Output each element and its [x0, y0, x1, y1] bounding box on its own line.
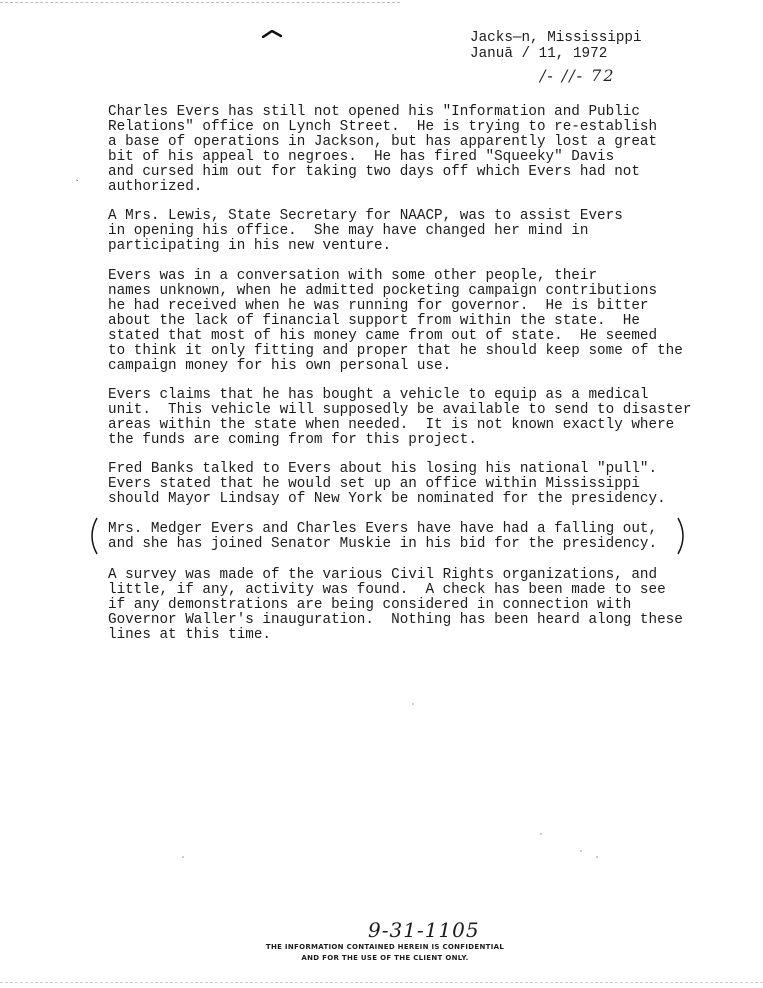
paragraph-5: Fred Banks talked to Evers about his losing his national "pull". Evers stated that he would set up an office within Mississippi should Mayor Lindsay of New York be nominated for the presidency. [108, 461, 666, 507]
header-date: Januā / 11, 1972 [470, 46, 608, 62]
handwritten-left-bracket [85, 516, 99, 556]
margin-tick-mark: ` [74, 180, 81, 191]
scan-speck [412, 703, 414, 705]
scan-speck [540, 833, 542, 835]
confidential-footer: THE INFORMATION CONTAINED HEREIN IS CONFIDENTIAL AND FOR THE USE OF THE CLIENT ONLY. [265, 943, 505, 962]
scan-speck [596, 856, 598, 858]
handwritten-check-mark [262, 30, 282, 38]
paragraph-4: Evers claims that he has bought a vehicle to equip as a medical unit. This vehicle will supposedly be available to send to disaster areas within the state when needed. It is not known exactly where the funds are coming from for this project. [108, 387, 692, 448]
header-place: Jacks—n, Mississippi [470, 30, 642, 46]
handwritten-right-bracket [676, 516, 690, 556]
handwritten-file-number: 9-31-1105 [368, 918, 480, 942]
document-header [470, 30, 642, 62]
scan-speck [182, 856, 184, 858]
paragraph-6-bracketed: Mrs. Medger Evers and Charles Evers have have had a falling out, and she has joined Senator Muskie in his bid for the presidency. [108, 521, 658, 552]
handwritten-date: /- //- 72 [540, 66, 616, 85]
paragraph-2: A Mrs. Lewis, State Secretary for NAACP, was to assist Evers in opening his office. She may have changed her mind in participating in his new venture. [108, 208, 623, 254]
scan-speck [580, 850, 582, 852]
paragraph-3: Evers was in a conversation with some other people, their names unknown, when he admitted pocketing campaign contributions he had received when he was running for governor. He is bitter about the lack of financial support from within the state. He stated that most of his money came from out of state. He seemed to think it only fitting and proper that he should keep some of the campaign money for his own personal use. [108, 268, 683, 374]
paragraph-1: Charles Evers has still not opened his "Information and Public Relations" office on Lynch Street. He is trying to re-establish a base of operations in Jackson, but has apparently lost a great bit of his appeal to negroes. He has fired "Squeeky" Davis and cursed him out for taking two days off which Evers had not authorized. [108, 104, 658, 195]
bottom-dotted-edge [0, 982, 763, 983]
top-dotted-edge [0, 2, 400, 3]
paragraph-7: A survey was made of the various Civil Rights organizations, and little, if any, activity was found. A check has been made to see if any demonstrations are being considered in connection with Governor Waller's inauguration. Nothing has been heard along these lines at this time. [108, 567, 683, 643]
